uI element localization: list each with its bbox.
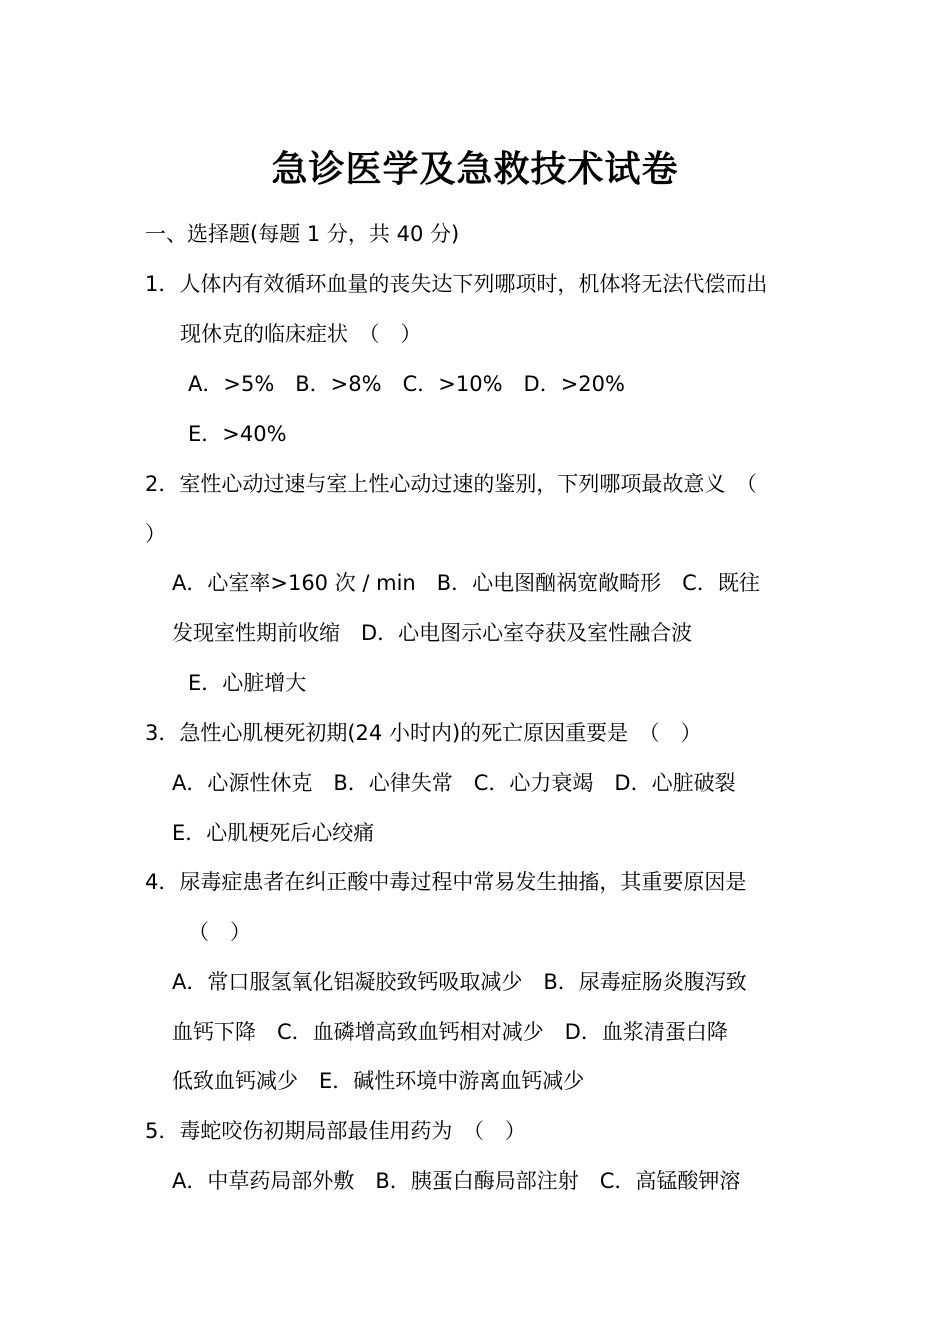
question-4-stem-line-2: （ ） bbox=[188, 920, 251, 944]
question-2-options-line-1: A．心室率>160 次 / min B．心电图酗祸宽敞畸形 C．既往 bbox=[172, 571, 760, 595]
question-3-options-line-2: E．心肌梗死后心绞痛 bbox=[172, 821, 375, 845]
exam-title: 急诊医学及急救技术试卷 bbox=[271, 149, 679, 190]
question-2-options-line-2: 发现室性期前收缩 D．心电图示心室夺获及室性融合波 bbox=[172, 621, 693, 645]
question-4-stem-line-1: 4．尿毒症患者在纠正酸中毒过程中常易发生抽搐，其重要原因是 bbox=[145, 870, 747, 894]
question-2-options-line-3: E．心脏增大 bbox=[188, 671, 307, 695]
question-2-stem-line-1: 2．室性心动过速与室上性心动过速的鉴别，下列哪项最故意义 （ bbox=[145, 472, 757, 496]
question-3-options-line-1: A．心源性休克 B．心律失常 C．心力衰竭 D．心脏破裂 bbox=[172, 771, 736, 795]
question-5-stem-line-1: 5．毒蛇咬伤初期局部最佳用药为 （ ） bbox=[145, 1119, 526, 1143]
question-2-stem-line-2: ） bbox=[145, 522, 166, 546]
question-1-stem-line-1: 1．人体内有效循环血量的丧失达下列哪项时，机体将无法代偿而出 bbox=[145, 272, 768, 296]
question-1-options-line-1: A．>5% B．>8% C．>10% D．>20% bbox=[188, 372, 625, 396]
section-heading: 一、选择题(每题 1 分，共 40 分) bbox=[145, 222, 460, 246]
question-1-options-line-2: E．>40% bbox=[188, 422, 287, 446]
question-1-stem-line-2: 现休克的临床症状 （ ） bbox=[180, 322, 422, 346]
question-4-options-line-1: A．常口服氢氧化铝凝胶致钙吸取减少 B．尿毒症肠炎腹泻致 bbox=[172, 970, 747, 994]
question-4-options-line-3: 低致血钙减少 E．碱性环境中游离血钙减少 bbox=[172, 1069, 585, 1093]
question-3-stem-line-1: 3．急性心肌梗死初期(24 小时内)的死亡原因重要是 （ ） bbox=[145, 721, 702, 745]
question-4-options-line-2: 血钙下降 C．血磷增高致血钙相对减少 D．血浆清蛋白降 bbox=[172, 1020, 728, 1044]
question-5-options-line-1: A．中草药局部外敷 B．胰蛋白酶局部注射 C．高锰酸钾溶 bbox=[172, 1169, 741, 1193]
